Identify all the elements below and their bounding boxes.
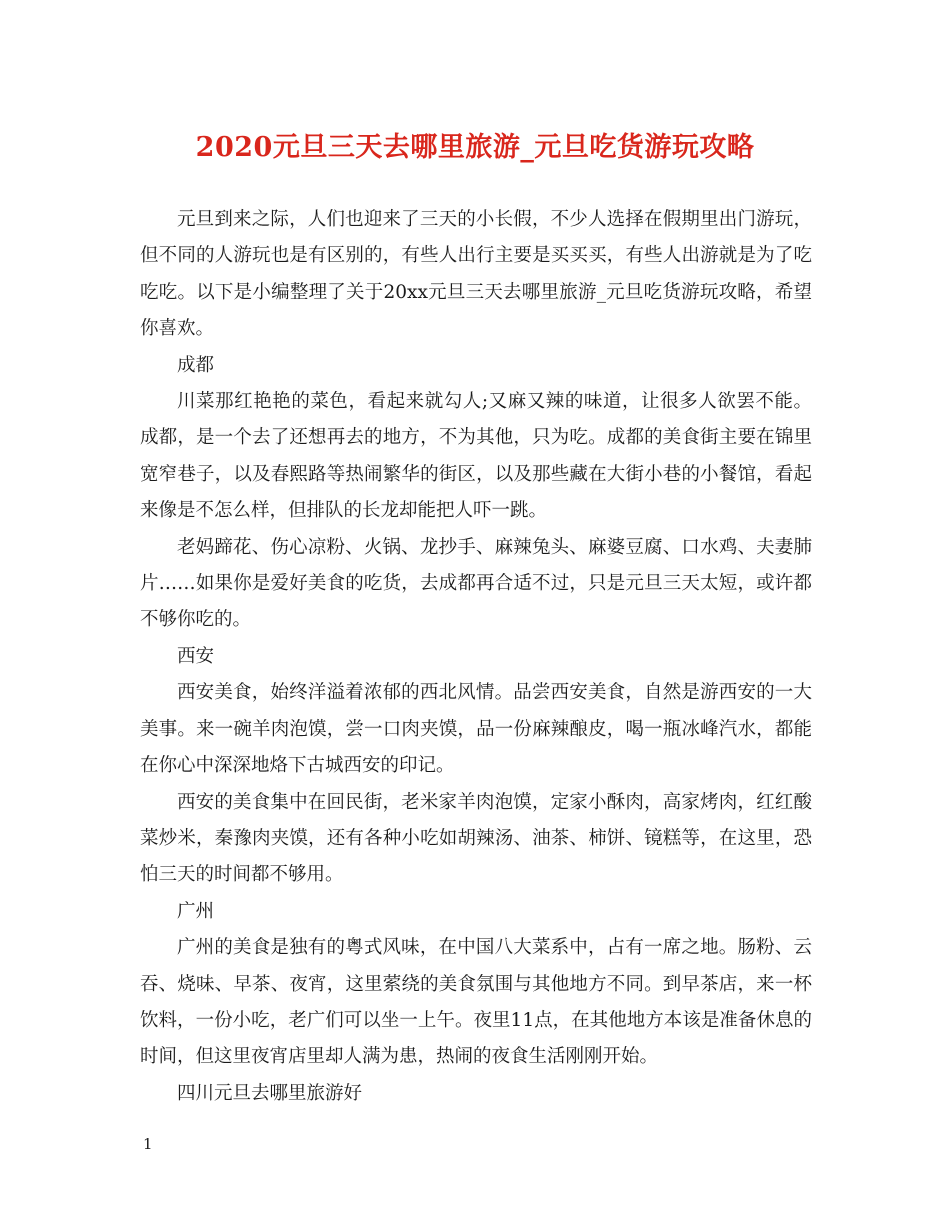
xian-paragraph-1: 西安美食，始终洋溢着浓郁的西北风情。品尝西安美食，自然是游西安的一大美事。来一碗羊肉泡馍，尝一口肉夹馍，品一份麻辣酿皮，喝一瓶冰峰汽水，都能在你心中深深地烙下古城西安的印记。 <box>140 682 812 777</box>
guangzhou-paragraph: 广州的美食是独有的粤式风味，在中国八大菜系中，占有一席之地。肠粉、云吞、烧味、早茶、夜宵，这里萦绕的美食氛围与其他地方不同。到早茶店，来一杯饮料，一份小吃，老广们可以坐一上午。夜里11点，在其他地方本该是准备休息的时间，但这里夜宵店里却人满为患，热闹的夜食生活刚刚开始。 <box>140 937 812 1068</box>
section-heading-sichuan: 四川元旦去哪里旅游好 <box>177 1082 363 1104</box>
xian-paragraph-2: 西安的美食集中在回民街，老米家羊肉泡馍，定家小酥肉，高家烤肉，红红酸菜炒米，秦豫肉夹馍，还有各种小吃如胡辣汤、油茶、柿饼、镜糕等，在这里，恐怕三天的时间都不够用。 <box>140 791 812 886</box>
section-heading-guangzhou: 广州 <box>177 900 215 922</box>
section-heading-xian: 西安 <box>177 645 215 667</box>
document-body <box>140 202 812 1112</box>
document-title: 2020元旦三天去哪里旅游_元旦吃货游玩攻略 <box>195 132 755 163</box>
page-number: 1 <box>143 1135 153 1153</box>
chengdu-paragraph-2: 老妈蹄花、伤心凉粉、火锅、龙抄手、麻辣兔头、麻婆豆腐、口水鸡、夫妻肺片……如果你是爱好美食的吃货，去成都再合适不过，只是元旦三天太短，或许都不够你吃的。 <box>140 536 812 631</box>
chengdu-paragraph-1: 川菜那红艳艳的菜色，看起来就勾人;又麻又辣的味道，让很多人欲罢不能。成都，是一个去了还想再去的地方，不为其他，只为吃。成都的美食街主要在锦里宽窄巷子，以及春熙路等热闹繁华的街区，以及那些藏在大街小巷的小餐馆，看起来像是不怎么样，但排队的长龙却能把人吓一跳。 <box>140 391 812 522</box>
intro-paragraph: 元旦到来之际，人们也迎来了三天的小长假，不少人选择在假期里出门游玩，但不同的人游玩也是有区别的，有些人出行主要是买买买，有些人出游就是为了吃吃吃。以下是小编整理了关于20xx元旦三天去哪里旅游_元旦吃货游玩攻略，希望你喜欢。 <box>140 209 812 340</box>
section-heading-chengdu: 成都 <box>177 354 215 376</box>
